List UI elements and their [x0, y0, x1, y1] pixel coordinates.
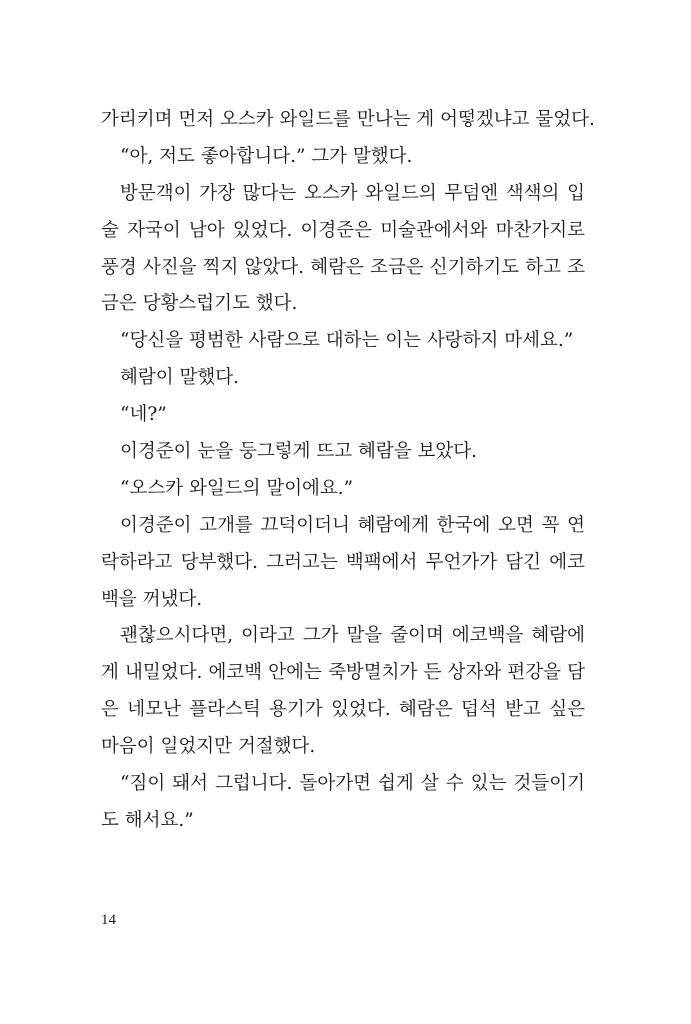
text-line: 괜찮으시다면, 이라고 그가 말을 줄이며 에코백을 혜람에 — [120, 625, 585, 647]
text-line: “당신을 평범한 사람으로 대하는 이는 사랑하지 마세요.” — [120, 330, 574, 352]
text-line: “짐이 돼서 그럽니다. 돌아가면 쉽게 살 수 있는 것들이기 — [120, 773, 585, 795]
text-line: “오스카 와일드의 말이에요.” — [120, 477, 354, 499]
text-line: 술 자국이 남아 있었다. 이경준은 미술관에서와 마찬가지로 — [101, 219, 585, 241]
body-text — [101, 102, 595, 840]
text-line: “아, 저도 좋아합니다.” 그가 말했다. — [120, 145, 413, 167]
text-line: 혜람이 말했다. — [120, 367, 239, 389]
page-number: 14 — [101, 912, 116, 928]
text-line: 금은 당황스럽기도 했다. — [101, 293, 298, 315]
text-line: 가리키며 먼저 오스카 와일드를 만나는 게 어떻겠냐고 물었다. — [101, 109, 595, 130]
text-line: 마음이 일었지만 거절했다. — [101, 736, 316, 758]
text-line: 풍경 사진을 찍지 않았다. 혜람은 조금은 신기하기도 하고 조 — [101, 256, 585, 278]
text-line: 은 네모난 플라스틱 용기가 있었다. 혜람은 덥석 받고 싶은 — [101, 699, 585, 721]
text-line: 이경준이 눈을 둥그렇게 뜨고 혜람을 보았다. — [120, 441, 477, 463]
text-line: 도 해서요.” — [101, 809, 194, 831]
text-line: 백을 꺼냈다. — [101, 588, 203, 610]
text-line: 락하라고 당부했다. 그러고는 백팩에서 무언가가 담긴 에코 — [101, 551, 585, 573]
text-line: “네?” — [120, 404, 167, 426]
text-line: 이경준이 고개를 끄덕이더니 혜람에게 한국에 오면 꼭 연 — [120, 514, 585, 536]
text-line: 방문객이 가장 많다는 오스카 와일드의 무덤엔 색색의 입 — [120, 182, 585, 204]
text-line: 게 내밀었다. 에코백 안에는 죽방멸치가 든 상자와 편강을 담 — [101, 662, 585, 684]
